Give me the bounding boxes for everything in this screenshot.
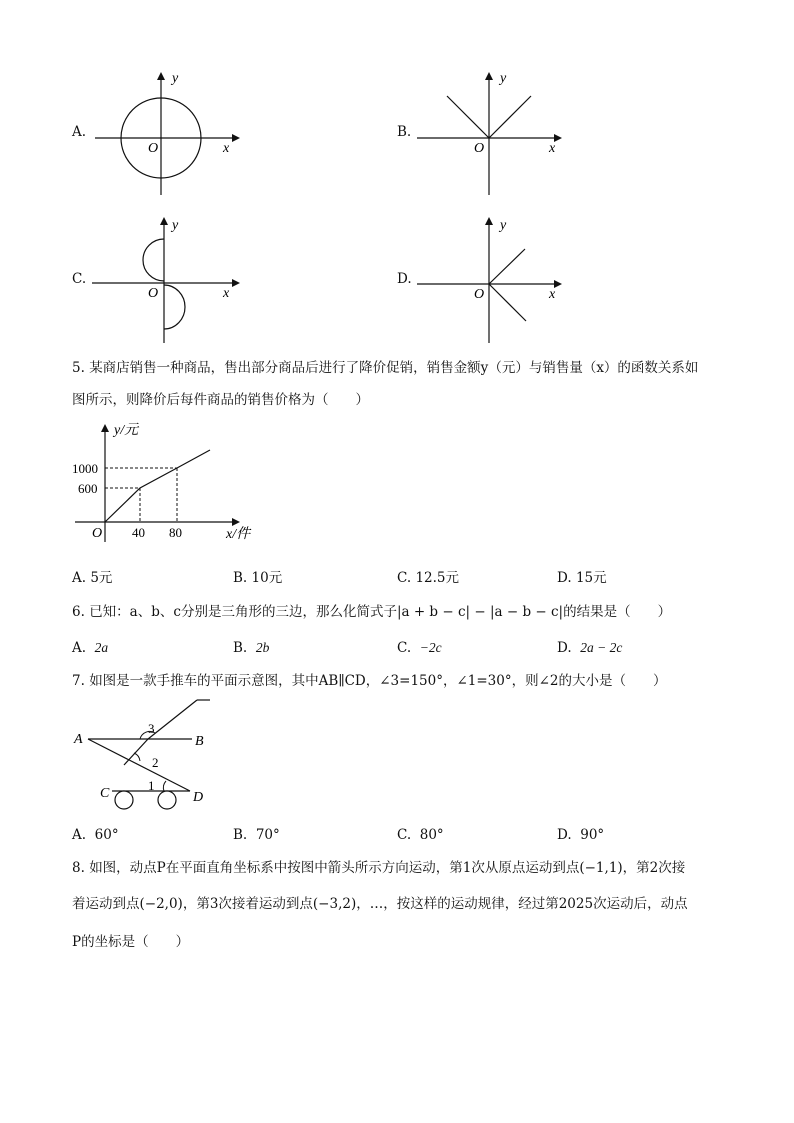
option-b-label[interactable]: B. xyxy=(397,124,412,140)
q6-option-d[interactable]: D. 2a − 2c xyxy=(557,640,623,656)
question-7 xyxy=(72,671,752,691)
y-axis-label: y xyxy=(500,71,507,86)
x-axis-label: x xyxy=(223,141,230,156)
option-c-label[interactable]: C. xyxy=(72,271,87,287)
x-tick-80: 80 xyxy=(169,525,182,540)
q7-option-d[interactable]: D. 90° xyxy=(557,827,605,843)
question-text: 如图是一款手推车的平面示意图，其中AB∥CD，∠3=150°，∠1=30°，则∠2的大小是（ ） xyxy=(89,673,667,689)
x-tick-40: 40 xyxy=(132,525,145,540)
q5-option-a[interactable]: A. 5元 xyxy=(72,570,113,586)
point-b-label: B xyxy=(195,734,204,749)
y-tick-600: 600 xyxy=(78,481,98,496)
option-b-graph xyxy=(412,70,572,200)
x-axis-label: x xyxy=(549,287,556,302)
y-tick-1000: 1000 xyxy=(72,461,98,476)
question-7-figure xyxy=(70,695,230,820)
y-axis-label: y xyxy=(500,218,507,233)
q5-option-d[interactable]: D. 15元 xyxy=(557,570,607,586)
angle-3-label: 3 xyxy=(148,721,155,736)
angle-2-label: 2 xyxy=(152,755,159,770)
question-number: 8. xyxy=(72,860,85,876)
origin-label: O xyxy=(148,141,159,156)
point-c-label: C xyxy=(100,786,110,801)
option-d-label[interactable]: D. xyxy=(397,271,412,287)
point-d-label: D xyxy=(193,790,204,805)
question-5-line-2: 图所示，则降价后每件商品的销售价格为（ ） xyxy=(72,392,369,408)
y-axis-label: y/元 xyxy=(114,423,139,438)
question-8-line-2: 着运动到点(−2,0)，第3次接着运动到点(−3,2)，…，按这样的运动规律，经过第2025次运动后，动点 xyxy=(72,896,688,912)
question-5-graph xyxy=(60,418,290,548)
x-axis-label: x xyxy=(549,141,556,156)
q6-option-c[interactable]: C. −2c xyxy=(397,640,442,656)
option-d-graph xyxy=(412,215,572,345)
y-axis-label: y xyxy=(172,218,179,233)
q5-option-b[interactable]: B. 10元 xyxy=(233,570,283,586)
question-text-line-1: 某商店销售一种商品，售出部分商品后进行了降价促销，销售金额y（元）与销售量（x）的函数关系如 xyxy=(89,360,699,376)
q7-option-b[interactable]: B. 70° xyxy=(233,827,280,843)
q7-option-a[interactable]: A. 60° xyxy=(72,827,119,843)
option-a-graph xyxy=(90,70,250,200)
angle-1-label: 1 xyxy=(148,778,155,793)
question-number: 6. xyxy=(72,604,85,620)
option-c-graph xyxy=(90,215,250,345)
origin-label: O xyxy=(474,141,485,156)
q6-option-a[interactable]: A. 2a xyxy=(72,640,109,656)
point-a-label: A xyxy=(74,732,83,747)
question-8 xyxy=(72,858,762,878)
x-axis-label: x/件 xyxy=(226,527,251,542)
option-a-label[interactable]: A. xyxy=(72,124,87,140)
question-8-line-3: P的坐标是（ ） xyxy=(72,934,190,950)
q7-option-c[interactable]: C. 80° xyxy=(397,827,444,843)
origin-label: O xyxy=(92,526,103,541)
question-5 xyxy=(72,358,732,378)
origin-label: O xyxy=(148,286,159,301)
question-6 xyxy=(72,602,752,622)
q6-option-b[interactable]: B. 2b xyxy=(233,640,270,656)
question-number: 5. xyxy=(72,360,85,376)
y-axis-label: y xyxy=(172,71,179,86)
question-text-line-1: 如图，动点P在平面直角坐标系中按图中箭头所示方向运动，第1次从原点运动到点(−1,1)，第2次接 xyxy=(89,860,686,876)
x-axis-label: x xyxy=(223,286,230,301)
question-text: 已知：a、b、c分别是三角形的三边，那么化简式子|a + b − c| − |a − b − c|的结果是（ ） xyxy=(89,604,672,620)
q5-option-c[interactable]: C. 12.5元 xyxy=(397,570,459,586)
origin-label: O xyxy=(474,287,485,302)
question-number: 7. xyxy=(72,673,85,689)
